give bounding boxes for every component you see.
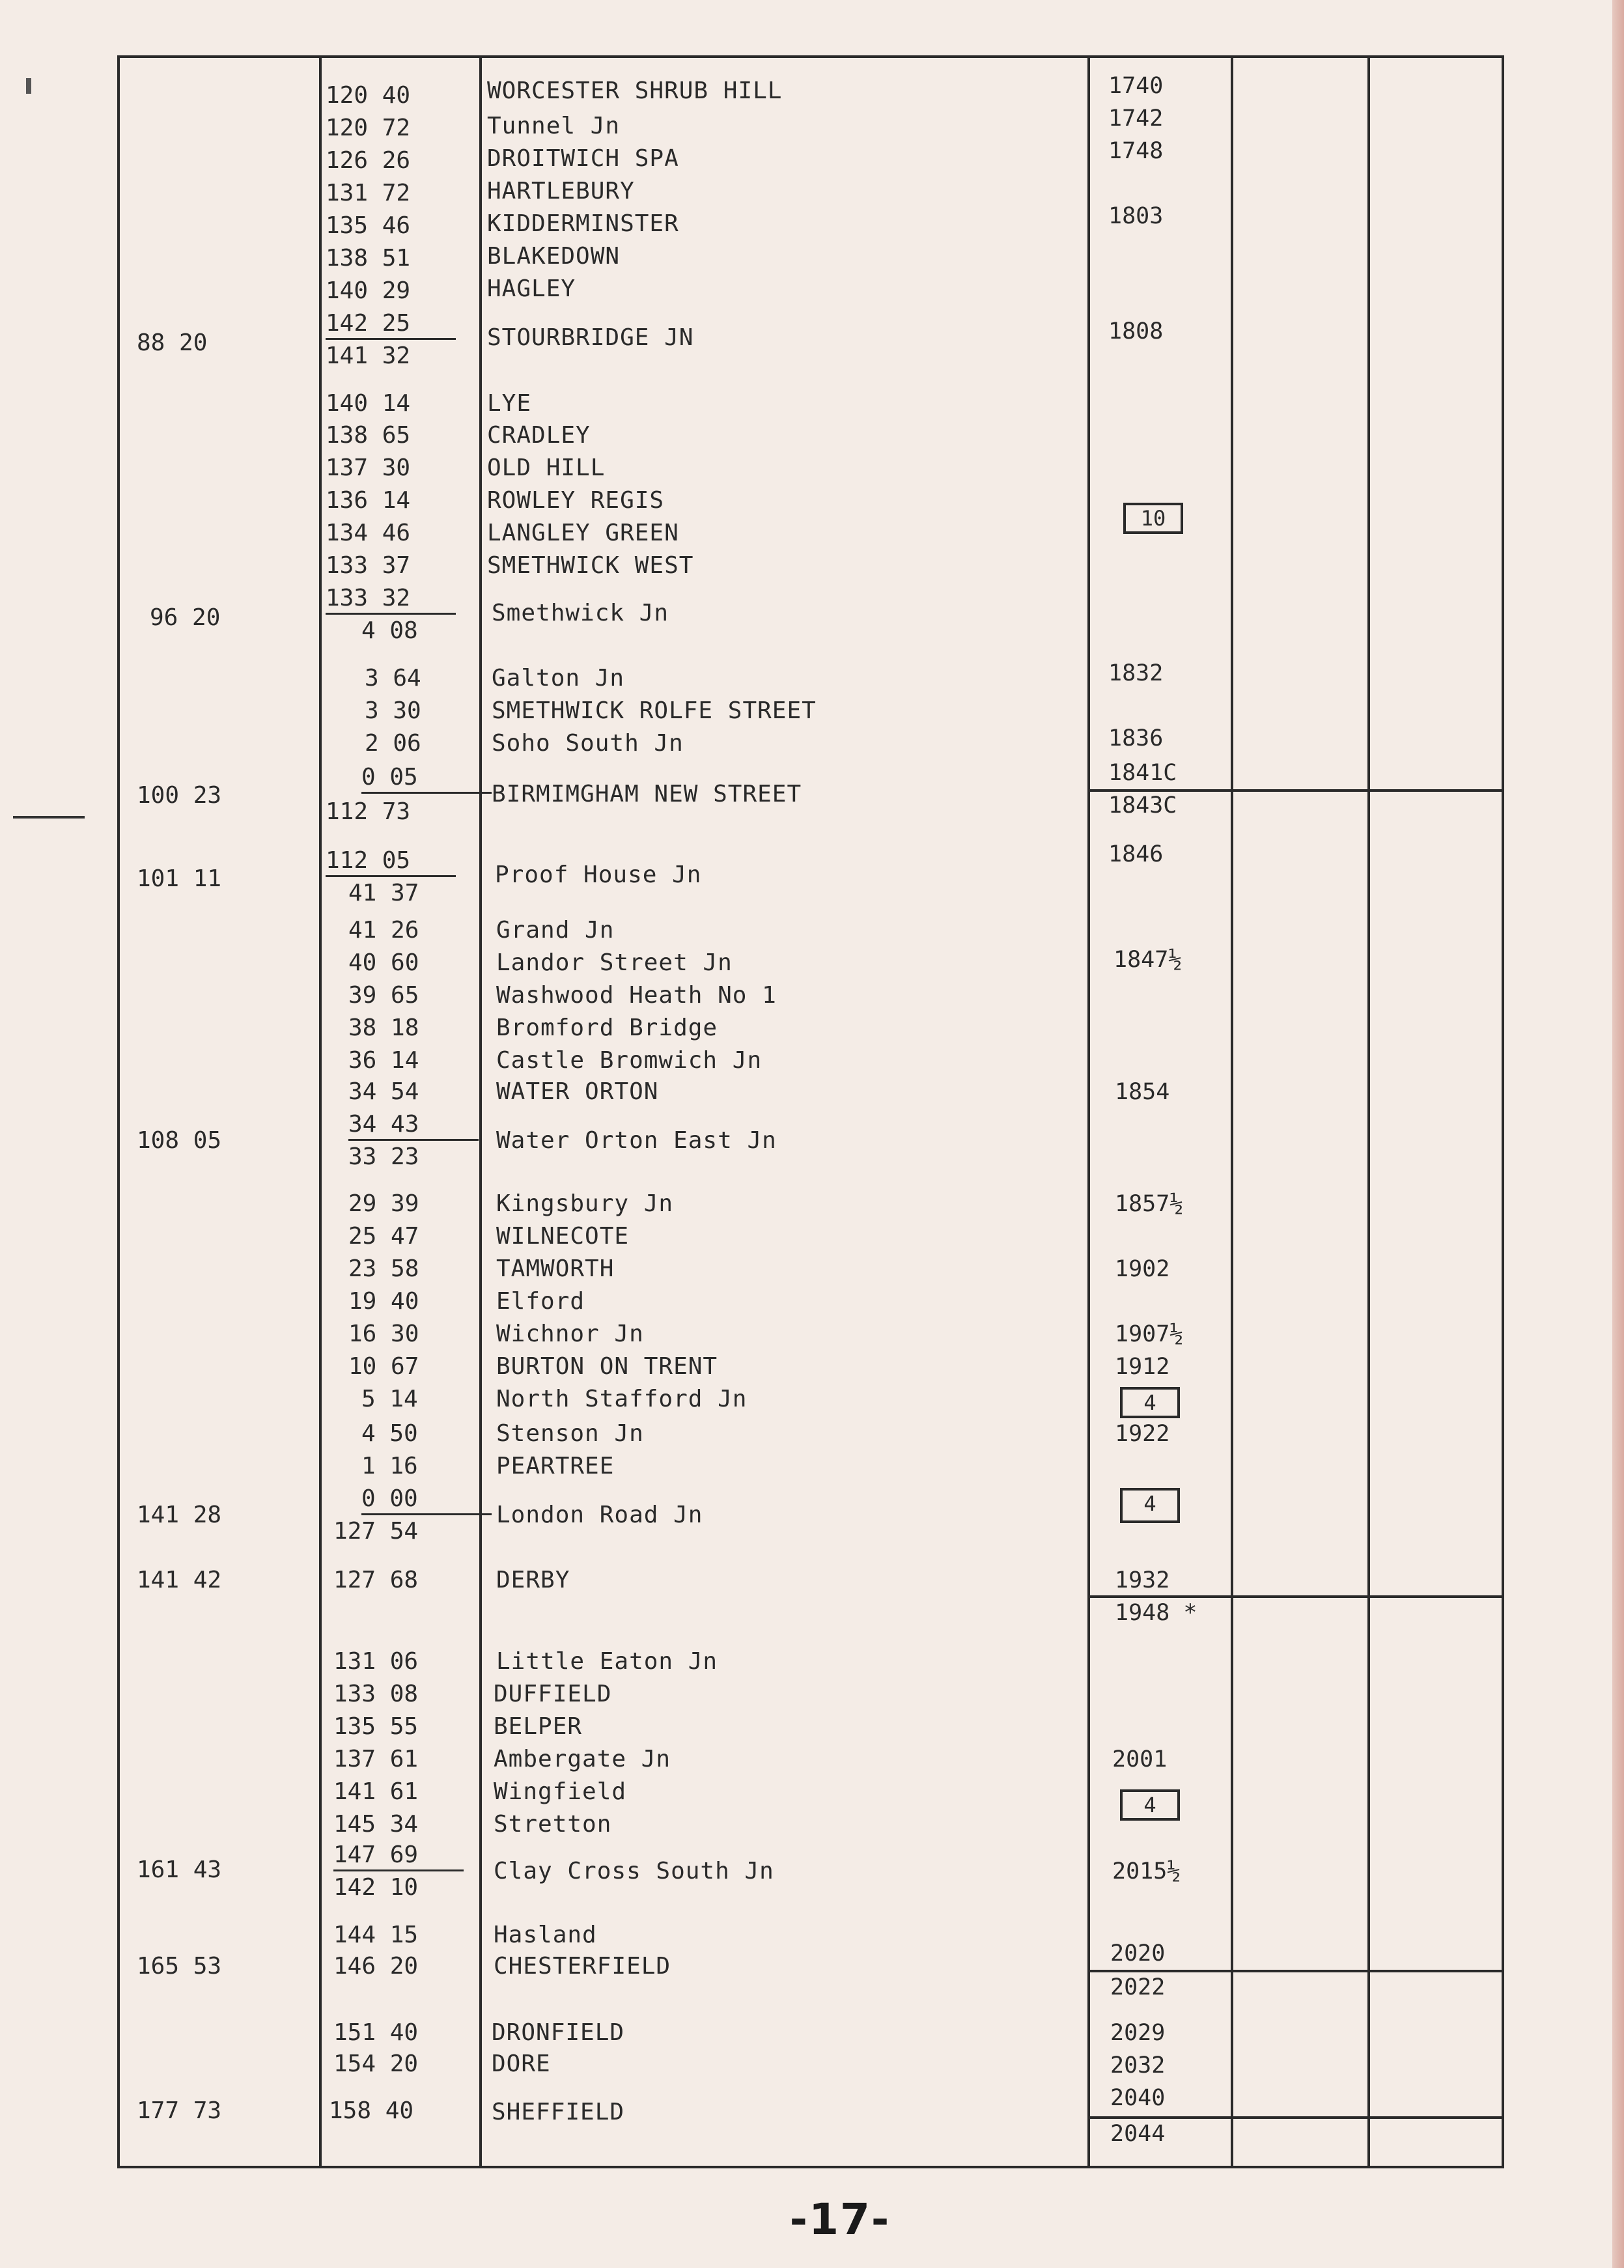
- row-mileage: 127 68: [333, 1567, 419, 1593]
- row-time: 1836: [1108, 725, 1164, 751]
- row-mileage: 36 14: [348, 1047, 419, 1074]
- row-time: 1832: [1108, 660, 1164, 686]
- row-mileage: 1 16: [361, 1453, 418, 1479]
- row-mileage: 2 06: [365, 730, 421, 757]
- row-location: Ambergate Jn: [494, 1746, 671, 1772]
- row-time: 1948 *: [1115, 1600, 1197, 1626]
- row-location: WATER ORTON: [496, 1078, 659, 1105]
- row-through-mileage: 177 73: [137, 2097, 222, 2124]
- row-location: CHESTERFIELD: [494, 1953, 671, 1980]
- row-mileage: 146 20: [333, 1953, 419, 1980]
- row-mileage: 34 54: [348, 1078, 419, 1105]
- row-mileage: 126 26: [326, 147, 411, 174]
- row-through-mileage: 96 20: [150, 604, 221, 631]
- row-location: Smethwick Jn: [492, 600, 669, 626]
- row-mileage: 138 65: [326, 422, 411, 449]
- row-mileage: 39 65: [348, 982, 419, 1009]
- row-mileage: 140 14: [326, 390, 411, 417]
- row-time: 2032: [1110, 2052, 1166, 2079]
- row-time: 2015½: [1112, 1858, 1181, 1884]
- allowance-box: 10: [1123, 503, 1183, 534]
- row-location: Stenson Jn: [496, 1420, 644, 1447]
- row-location: Kingsbury Jn: [496, 1190, 674, 1217]
- row-location: DERBY: [496, 1567, 570, 1593]
- row-through-mileage: 161 43: [137, 1856, 222, 1883]
- row-time: 2001: [1112, 1746, 1168, 1772]
- row-location: Little Eaton Jn: [496, 1648, 718, 1675]
- row-mileage: 3 64: [365, 665, 421, 692]
- row-location: Elford: [496, 1288, 585, 1315]
- row-mileage: 135 55: [333, 1713, 419, 1740]
- row-mileage-bottom: 41 37: [348, 880, 419, 906]
- column-divider: [319, 55, 322, 2168]
- row-through-mileage: 101 11: [137, 865, 222, 892]
- row-time: 1912: [1115, 1354, 1170, 1380]
- row-mileage: 19 40: [348, 1288, 419, 1315]
- row-mileage-top: 112 05: [326, 847, 456, 877]
- row-location: HARTLEBURY: [487, 178, 635, 204]
- row-location: Bromford Bridge: [496, 1015, 718, 1041]
- column-divider: [1367, 55, 1370, 2168]
- row-mileage: 154 20: [333, 2051, 419, 2077]
- row-time: 1803: [1108, 203, 1164, 229]
- row-location: WILNECOTE: [496, 1223, 630, 1250]
- row-location: Tunnel Jn: [487, 113, 621, 139]
- row-location: BURTON ON TRENT: [496, 1353, 718, 1380]
- row-location: OLD HILL: [487, 455, 606, 481]
- row-location: STOURBRIDGE JN: [487, 324, 694, 351]
- row-location: London Road Jn: [496, 1502, 703, 1528]
- row-location: DUFFIELD: [494, 1681, 612, 1707]
- row-location: LYE: [487, 390, 532, 417]
- row-location: KIDDERMINSTER: [487, 210, 679, 237]
- row-location: DORE: [492, 2051, 551, 2077]
- row-mileage: 145 34: [333, 1811, 419, 1838]
- row-through-mileage: 88 20: [137, 329, 208, 356]
- row-mileage-top: 142 25: [326, 309, 456, 340]
- row-time: 1742: [1108, 105, 1164, 132]
- row-mileage: 158 40: [329, 2097, 414, 2124]
- row-location: DROITWICH SPA: [487, 145, 679, 172]
- row-mileage: 135 46: [326, 212, 411, 239]
- row-location: SMETHWICK WEST: [487, 552, 694, 579]
- row-time: 1907½: [1115, 1321, 1184, 1347]
- row-time: 1857½: [1115, 1191, 1184, 1217]
- row-location: Grand Jn: [496, 917, 615, 944]
- row-mileage-top: 147 69: [333, 1841, 464, 1871]
- row-mileage: 141 61: [333, 1778, 419, 1805]
- section-divider: [1087, 1595, 1504, 1598]
- allowance-box: 4: [1120, 1387, 1180, 1418]
- row-time: 2029: [1110, 2020, 1166, 2046]
- row-mileage-bottom: 33 23: [348, 1143, 419, 1170]
- row-mileage-bottom: 127 54: [333, 1518, 419, 1545]
- allowance-box: 4: [1120, 1488, 1180, 1523]
- row-time: 1846: [1108, 841, 1164, 867]
- row-mileage: 131 06: [333, 1648, 419, 1675]
- margin-mark: [13, 816, 85, 819]
- row-location: Stretton: [494, 1811, 612, 1838]
- row-location: BIRMIMGHAM NEW STREET: [492, 781, 802, 807]
- row-location: Washwood Heath No 1: [496, 982, 777, 1009]
- row-time: 1902: [1115, 1256, 1170, 1282]
- row-through-mileage: 141 28: [137, 1502, 222, 1528]
- row-mileage: 38 18: [348, 1015, 419, 1041]
- allowance-box: 4: [1120, 1789, 1180, 1821]
- row-mileage: 136 14: [326, 487, 411, 514]
- row-location: Wichnor Jn: [496, 1321, 644, 1347]
- row-location: HAGLEY: [487, 275, 576, 302]
- margin-mark: [26, 78, 31, 94]
- row-mileage: 10 67: [348, 1353, 419, 1380]
- row-mileage: 138 51: [326, 245, 411, 272]
- row-location: Galton Jn: [492, 665, 625, 692]
- row-mileage-bottom: 4 08: [361, 617, 418, 644]
- row-mileage-top: 133 32: [326, 584, 456, 615]
- page-edge: [1612, 0, 1624, 2268]
- row-mileage: 134 46: [326, 520, 411, 546]
- column-divider: [1231, 55, 1233, 2168]
- row-mileage-top: 34 43: [348, 1110, 479, 1141]
- row-mileage: 29 39: [348, 1190, 419, 1217]
- section-divider: [1087, 2116, 1504, 2119]
- row-time: 1740: [1108, 73, 1164, 99]
- row-time: 1847½: [1113, 947, 1183, 973]
- row-mileage: 16 30: [348, 1321, 419, 1347]
- row-location: SMETHWICK ROLFE STREET: [492, 697, 817, 724]
- row-location: LANGLEY GREEN: [487, 520, 679, 546]
- row-location: Proof House Jn: [495, 861, 702, 888]
- section-divider: [1087, 1970, 1504, 1972]
- row-through-mileage: 165 53: [137, 1953, 222, 1980]
- row-location: DRONFIELD: [492, 2019, 625, 2046]
- row-through-mileage: 141 42: [137, 1567, 222, 1593]
- row-location: North Stafford Jn: [496, 1386, 748, 1412]
- row-mileage-top: 0 05: [361, 763, 492, 794]
- row-mileage: 131 72: [326, 180, 411, 206]
- row-mileage: 4 50: [361, 1420, 418, 1447]
- row-mileage: 137 30: [326, 455, 411, 481]
- row-mileage: 144 15: [333, 1922, 419, 1948]
- row-location: BELPER: [494, 1713, 583, 1740]
- row-location: TAMWORTH: [496, 1255, 615, 1282]
- row-location: WORCESTER SHRUB HILL: [487, 77, 783, 104]
- row-location: Clay Cross South Jn: [494, 1858, 774, 1884]
- row-mileage: 25 47: [348, 1223, 419, 1250]
- row-mileage: 137 61: [333, 1746, 419, 1772]
- row-location: CRADLEY: [487, 422, 591, 449]
- row-location: Soho South Jn: [492, 730, 684, 757]
- row-mileage-bottom: 112 73: [326, 798, 411, 825]
- row-time: 1748: [1108, 138, 1164, 164]
- row-location: SHEFFIELD: [492, 2099, 625, 2125]
- row-mileage: 5 14: [361, 1386, 418, 1412]
- row-mileage: 133 37: [326, 552, 411, 579]
- row-time: 1843C: [1108, 792, 1177, 819]
- table-frame: [117, 55, 1504, 2168]
- row-location: Wingfield: [494, 1778, 627, 1805]
- page-number: -17-: [789, 2194, 891, 2245]
- row-mileage: 151 40: [333, 2019, 419, 2046]
- column-divider: [1087, 55, 1090, 2168]
- row-time: 1841C: [1108, 760, 1177, 786]
- row-time: 2022: [1110, 1974, 1166, 2000]
- row-location: Castle Bromwich Jn: [496, 1047, 763, 1074]
- row-mileage: 120 40: [326, 82, 411, 109]
- row-mileage: 3 30: [365, 697, 421, 724]
- row-mileage: 23 58: [348, 1255, 419, 1282]
- row-mileage: 120 72: [326, 115, 411, 141]
- row-time: 1808: [1108, 318, 1164, 344]
- row-mileage-bottom: 141 32: [326, 343, 411, 369]
- row-location: BLAKEDOWN: [487, 243, 621, 270]
- row-time: 1932: [1115, 1567, 1170, 1593]
- row-time: 2040: [1110, 2085, 1166, 2111]
- row-location: Landor Street Jn: [496, 949, 733, 976]
- row-time: 1922: [1115, 1421, 1170, 1447]
- row-mileage-top: 0 00: [361, 1485, 492, 1515]
- row-through-mileage: 108 05: [137, 1127, 222, 1154]
- row-through-mileage: 100 23: [137, 782, 222, 809]
- column-divider: [479, 55, 482, 2168]
- row-mileage: 40 60: [348, 949, 419, 976]
- row-location: Hasland: [494, 1922, 597, 1948]
- row-mileage: 41 26: [348, 917, 419, 944]
- row-mileage: 133 08: [333, 1681, 419, 1707]
- row-location: Water Orton East Jn: [496, 1127, 777, 1154]
- row-mileage: 140 29: [326, 277, 411, 304]
- row-time: 2020: [1110, 1940, 1166, 1967]
- row-mileage-bottom: 142 10: [333, 1874, 419, 1901]
- row-location: ROWLEY REGIS: [487, 487, 665, 514]
- row-time: 2044: [1110, 2121, 1166, 2147]
- row-time: 1854: [1115, 1079, 1170, 1105]
- row-location: PEARTREE: [496, 1453, 615, 1479]
